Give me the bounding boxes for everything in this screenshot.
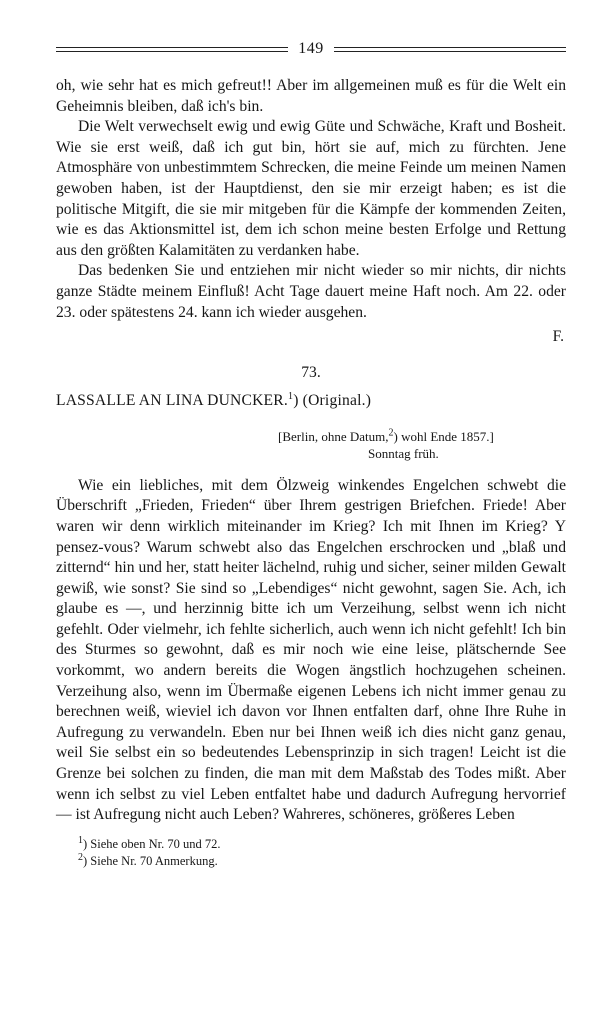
paragraph-3: Das bedenken Sie und entziehen mir nicht wieder so mir nichts, dir nichts ganze Städte meinem Einfluß! Acht Tage dauert meine Haft noch. Am 22. oder 23. oder spätestens 24. kann ich wieder ausgehen.	[56, 262, 566, 321]
footnote-1-text: ) Siehe oben Nr. 70 und 72.	[83, 836, 221, 851]
page-number: 149	[298, 40, 324, 57]
footnotes	[78, 836, 566, 870]
paragraph-1: oh, wie sehr hat es mich gefreut!! Aber im allgemeinen muß es für die Welt ein Geheimnis bleiben, daß ich's bin.	[56, 77, 566, 115]
date-footnote-mark: 2	[388, 427, 394, 439]
letter-heading	[56, 392, 566, 410]
paragraph-2: Die Welt verwechselt ewig und ewig Güte und Schwäche, Kraft und Bosheit. Wie sie erst weiß, daß ich gut bin, hört sie auf, mich zu fürchten. Jene Atmosphäre von unbestimmtem Schrecken, die meine Feinde um meinen Namen gewoben haben, ist der Hauptdienst, den sie mir erzeigt haben; es ist die politische Mitgift, die sie mir mitgeben für die Kämpfe der kommenden Zeiten, wie es das Aktionsmittel ist, dem ich schon meine besten Erfolge und Rettung aus den größten Kalamitäten zu verdanken habe.	[56, 118, 566, 259]
letter-body	[56, 476, 566, 826]
heading-footnote-mark: 1	[287, 390, 294, 402]
letter-number: 73.	[301, 363, 321, 381]
date-line-2: Sonntag früh.	[368, 445, 439, 461]
letter-heading-title: LASSALLE AN LINA DUNCKER.	[56, 391, 288, 409]
letter-paragraph: Wie ein liebliches, mit dem Ölzweig winkendes Engelchen schwebt die Überschrift „Frieden, Frieden“ über Ihrem gestrigen Briefchen. Friede! Aber waren wir denn wirklich miteinander im Krieg? Ich mit Ihnen im Krieg? Y pensez-vous? Warum schwebt also das Engelchen erschrocken und „blaß und zitternd“ hin und her, statt heiter lächelnd, ruhig und sicher, seiner milden Gewalt gewiß, wie sonst? Sie sind so „Lebendiges“ nicht gewohnt, sagen Sie. Ach, ich glaube es —, und herzinnig bitte ich um Verzeihung, selbst wenn ich nicht gefehlt. Oder vielmehr, ich fehlte sicherlich, auch wenn ich nicht gefehlt! Ich bin des Sturmes so gewohnt, daß es mir noch wie eine leise, plätschernde See vorkommt, wo andern bereits die Wogen ängstlich hochzugehen scheinen. Verzeihung also, wenn im Übermaße eigenen Lebens ich nicht immer genau zu berechnen weiß, wieviel ich davon vor Ihnen entfalten darf, ohne Ihre Ruhe in Aufregung zu verwandeln. Eben nur bei Ihnen weiß ich dies nicht ganz genau, weil Sie selbst ein so bedeutendes Lebensprinzip in sich tragen! Leicht ist die Grenze bei solchen zu finden, die man mit dem Maßstab des Todes mißt. Aber wenn ich selbst zu viel Leben entfaltet habe und dadurch Aufregung hervorrief — ist Aufregung nicht auch Leben? Wahreres, schöneres, größeres Leben	[56, 476, 566, 824]
footnote-1	[78, 836, 566, 853]
page-header	[56, 38, 566, 60]
signature: F.	[552, 328, 564, 346]
date-line-1-start: [Berlin, ohne Datum,	[278, 428, 389, 444]
footnote-2-text: ) Siehe Nr. 70 Anmerkung.	[83, 853, 218, 868]
book-page	[56, 38, 566, 870]
footnote-1-mark: 1	[78, 834, 83, 846]
footnote-2-mark: 2	[78, 851, 83, 863]
header-rule-left	[56, 47, 288, 52]
date-line-1	[278, 428, 566, 445]
date-line-1-end: ) wohl Ende 1857.]	[393, 428, 494, 444]
footnote-2	[78, 853, 566, 870]
previous-letter-continuation	[56, 76, 566, 348]
letter-heading-suffix: ) (Original.)	[293, 391, 372, 409]
header-rule-right	[334, 47, 566, 52]
letter-date-note	[278, 428, 566, 462]
